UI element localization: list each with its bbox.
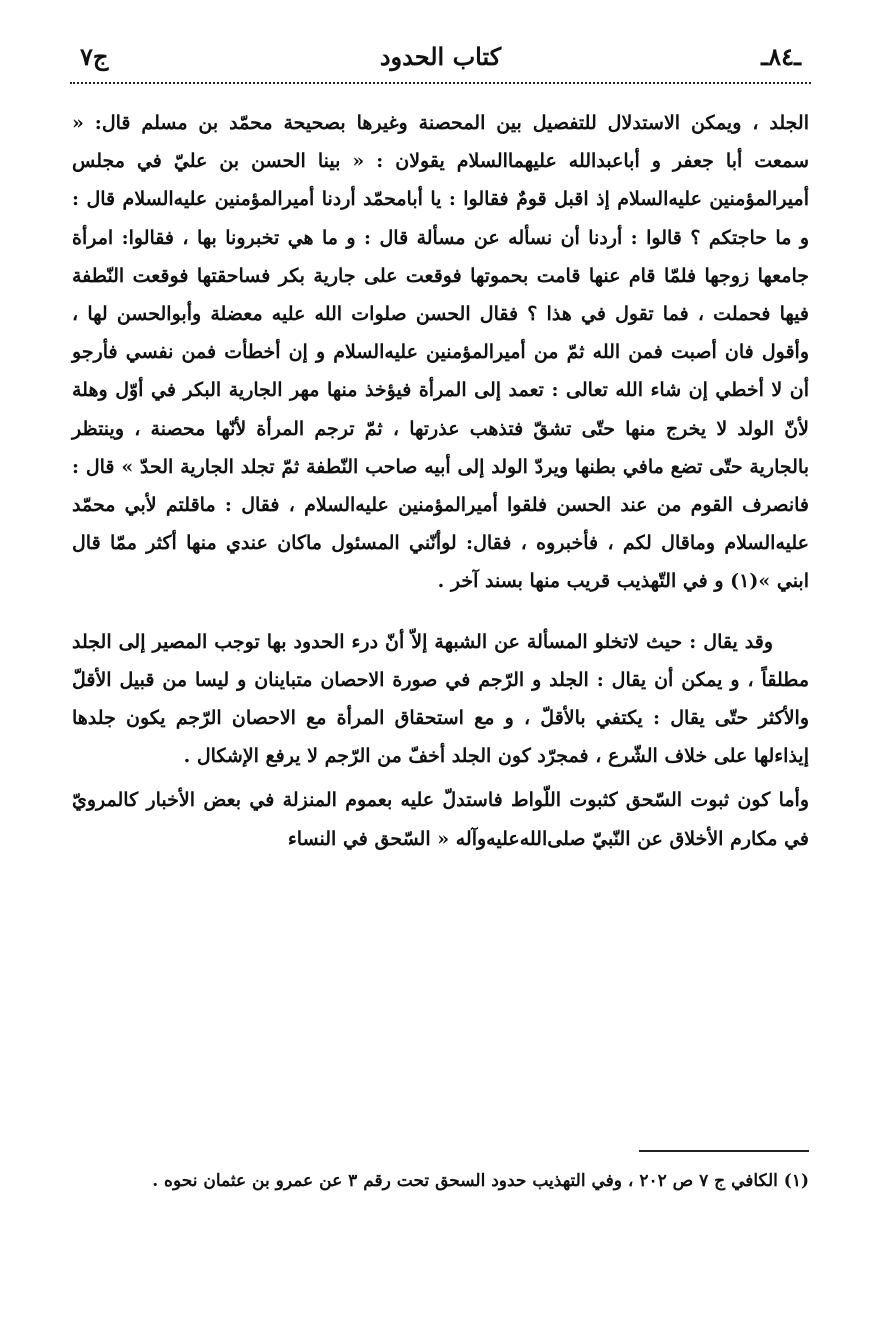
paragraph: الجلد ، ويمكن الاستدلال للتفصيل بين المحصنة وغيرها بصحيحة محمّد بن مسلم قال: « سمعت أبا جعفر و أباعبدالله عليهما‌السلام يقولان : « بينا الحسن بن عليّ في مجلس أميرالمؤمنين عليه‌السلام إذ اقبل قومٌ فقالوا : يا أبامحمّد أردنا أميرالمؤمنين عليه‌السلام قال : و ما حاجتكم ؟ قالوا : أردنا أن نسأله عن مسألة قال : و ما هي تخبرونا بها ، فقالوا: امرأة جامعها زوجها فلمّا قام عنها قامت بحموتها فوقعت على جارية بكر فساحقتها فوقعت النّطفة فيها فحملت ، فما تقول في هذا ؟ فقال الحسن صلوات الله عليه معضلة وأبوالحسن لها ، وأقول فان أصبت فمن الله ثمّ من أميرالمؤمنين عليه‌السلام و إن أخطأت فمن نفسي فأرجو أن لا أخطي إن شاء الله تعالى : تعمد إلى المرأة فيؤخذ منها مهر الجارية البكر في أوّل وهلة لأنّ الولد لا يخرج منها حتّى تشقّ فتذهب عذرتها ، ثمّ ترجم المرأة لأنّها محصنة ، وينتظر بالجارية حتّى تضع مافي بطنها ويردّ الولد إلى أبيه صاحب النّطفة ثمّ تجلد الجارية الحدّ » قال : فانصرف القوم من عند الحسن فلقوا أميرالمؤمنين عليه‌السلام ، فقال : ماقلتم لأبي محمّد عليه‌السلام وماقال لكم ، فأخبروه ، فقال: لوأنّني المسئول ماكان عندي منها أكثر ممّا قال ابني »(١) و في التّهذيب قريب منها بسند آخر .	[72, 112, 809, 593]
footnote-divider	[639, 1150, 809, 1152]
page-number: ـ٨٤ـ	[761, 42, 801, 71]
main-text	[72, 104, 809, 858]
book-title: كتاب الحدود	[379, 42, 502, 71]
volume-label: ج٧	[80, 42, 109, 71]
paragraph: وأما كون ثبوت السّحق كثبوت اللّواط فاستدلّ عليه بعموم المنزلة في بعض الأخبار كالمرويّ في مكارم الأخلاق عن النّبيّ صلى‌الله‌عليه‌وآله « السّحق في النساء	[72, 789, 809, 850]
footnote-text: (١) الكافي ج ٧ ص ٢٠٢ ، وفي التهذيب حدود السحق تحت رقم ٣ عن عمرو بن عثمان نحوه .	[152, 1171, 809, 1191]
paragraph: وقد يقال : حيث لاتخلو المسألة عن الشبهة إلاّ أنّ درء الحدود بها توجب المصير إلى الجلد مطلقاً ، و يمكن أن يقال : الجلد و الرّجم في صورة الاحصان متباينان و ليسا من قبيل الأقلّ والأكثر حتّى يقال : يكتفي بالأقلّ ، و مع استحقاق المرأة مع الاحصان الرّجم يكون جلدها إيذاءلها على خلاف الشّرع ، فمجرّد كون الجلد أخفّ من الرّجم لا يرفع الإشكال .	[72, 630, 809, 768]
footnote	[72, 1162, 809, 1200]
page-header	[70, 38, 811, 84]
